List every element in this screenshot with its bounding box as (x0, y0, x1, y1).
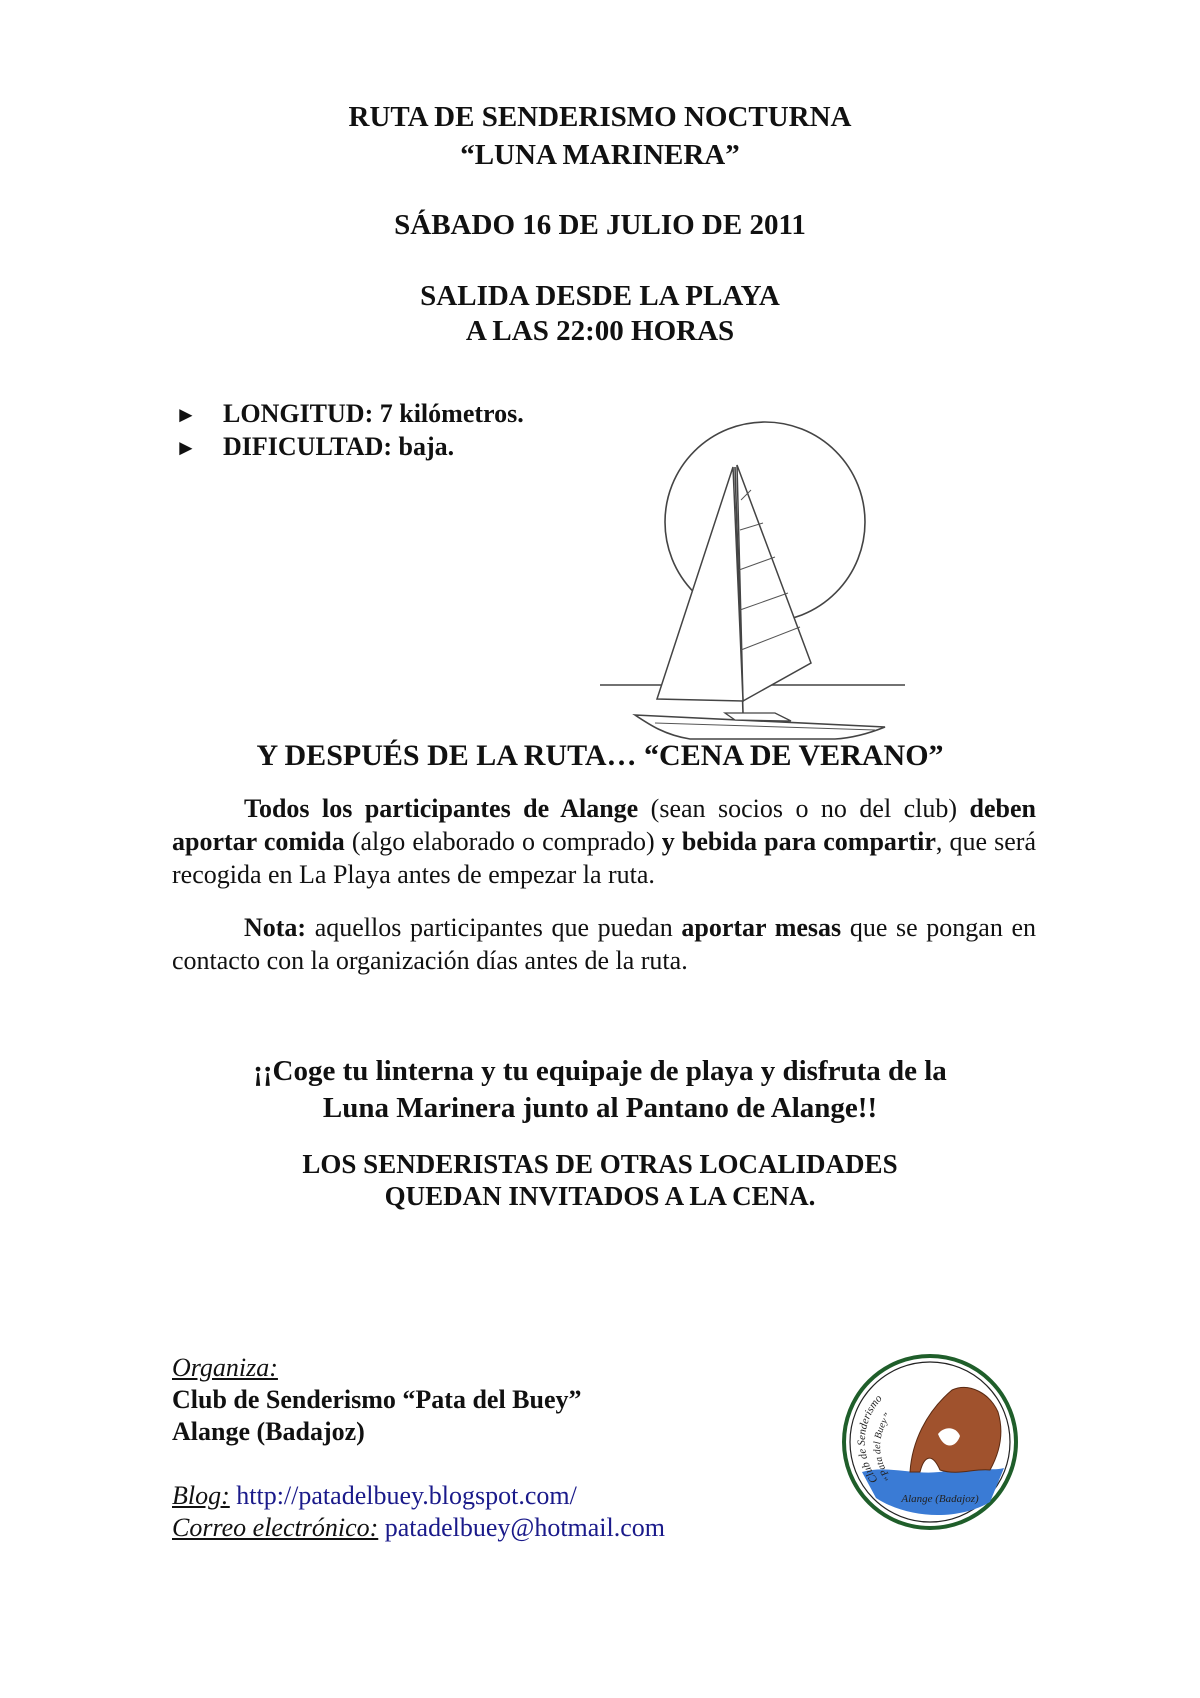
detail-item-difficulty (175, 431, 524, 464)
bullet-arrow-icon: ► (175, 435, 197, 460)
sailboat-moon-illustration (595, 405, 910, 775)
logo-arc-text: Club de Senderismo (855, 1392, 885, 1486)
email-label: Correo electrónico: (172, 1513, 379, 1542)
organizer-block (172, 1352, 665, 1544)
logo-arc-subtext: “Pata del Buey” (872, 1411, 895, 1484)
invite-line-1: LOS SENDERISTAS DE OTRAS LOCALIDADES (302, 1149, 898, 1179)
paragraph-text (172, 792, 1036, 891)
email-row (172, 1512, 665, 1544)
blog-row (172, 1480, 665, 1512)
logo-bottom-text: Alange (Badajoz) (901, 1493, 979, 1505)
club-logo (840, 1352, 1020, 1532)
email-link[interactable]: patadelbuey@hotmail.com (384, 1513, 666, 1542)
bold-text: Todos los participantes de Alange (244, 794, 639, 823)
title-line-2: “LUNA MARINERA” (460, 139, 740, 171)
title-line-1: RUTA DE SENDERISMO NOCTURNA (348, 101, 852, 133)
details-list (175, 398, 524, 464)
slogan-line-1: ¡¡Coge tu linterna y tu equipaje de playa y disfruta de la (253, 1055, 947, 1087)
blog-link[interactable]: http://patadelbuey.blogspot.com/ (236, 1481, 577, 1510)
participants-paragraph (172, 792, 1036, 891)
detail-value: baja. (398, 432, 455, 461)
club-name: Club de Senderismo “Pata del Buey” (172, 1385, 582, 1414)
plain-text: , que será recogida en La Playa antes de empezar la ruta. (172, 827, 1036, 889)
detail-value: 7 kilómetros. (379, 399, 524, 428)
bold-text: aportar mesas (681, 913, 842, 942)
plain-text: (sean socios o no del club) (638, 794, 970, 823)
invite-line-2: QUEDAN INVITADOS A LA CENA. (384, 1181, 816, 1211)
organiza-label: Organiza: (172, 1353, 278, 1382)
plain-text: (algo elaborado o comprado) (344, 827, 662, 856)
bold-text: deben aportar comida (172, 794, 1036, 856)
slogan-line-2: Luna Marinera junto al Pantano de Alange!! (322, 1092, 878, 1124)
note-paragraph (172, 911, 1036, 977)
main-sail (737, 465, 811, 701)
paragraph-text (172, 911, 1036, 977)
plain-text: que se pongan en contacto con la organización días antes de la ruta. (172, 913, 1037, 975)
blog-label: Blog: (172, 1481, 230, 1510)
bold-text: y bebida para compartir (661, 827, 936, 856)
jib-sail (657, 467, 743, 701)
departure-line-1: SALIDA DESDE LA PLAYA (420, 280, 780, 312)
cabin (725, 713, 791, 721)
dinner-title: Y DESPUÉS DE LA RUTA… “CENA DE VERANO” (256, 739, 944, 772)
bullet-arrow-icon: ► (175, 402, 197, 427)
club-location: Alange (Badajoz) (172, 1417, 365, 1446)
bold-text: Nota: (244, 913, 307, 942)
detail-label: DIFICULTAD: (223, 432, 393, 461)
event-date: SÁBADO 16 DE JULIO DE 2011 (394, 209, 806, 241)
plain-text: aquellos participantes que puedan (306, 913, 682, 942)
departure-line-2: A LAS 22:00 HORAS (465, 315, 735, 347)
detail-label: LONGITUD: (223, 399, 374, 428)
detail-item-length (175, 398, 524, 431)
